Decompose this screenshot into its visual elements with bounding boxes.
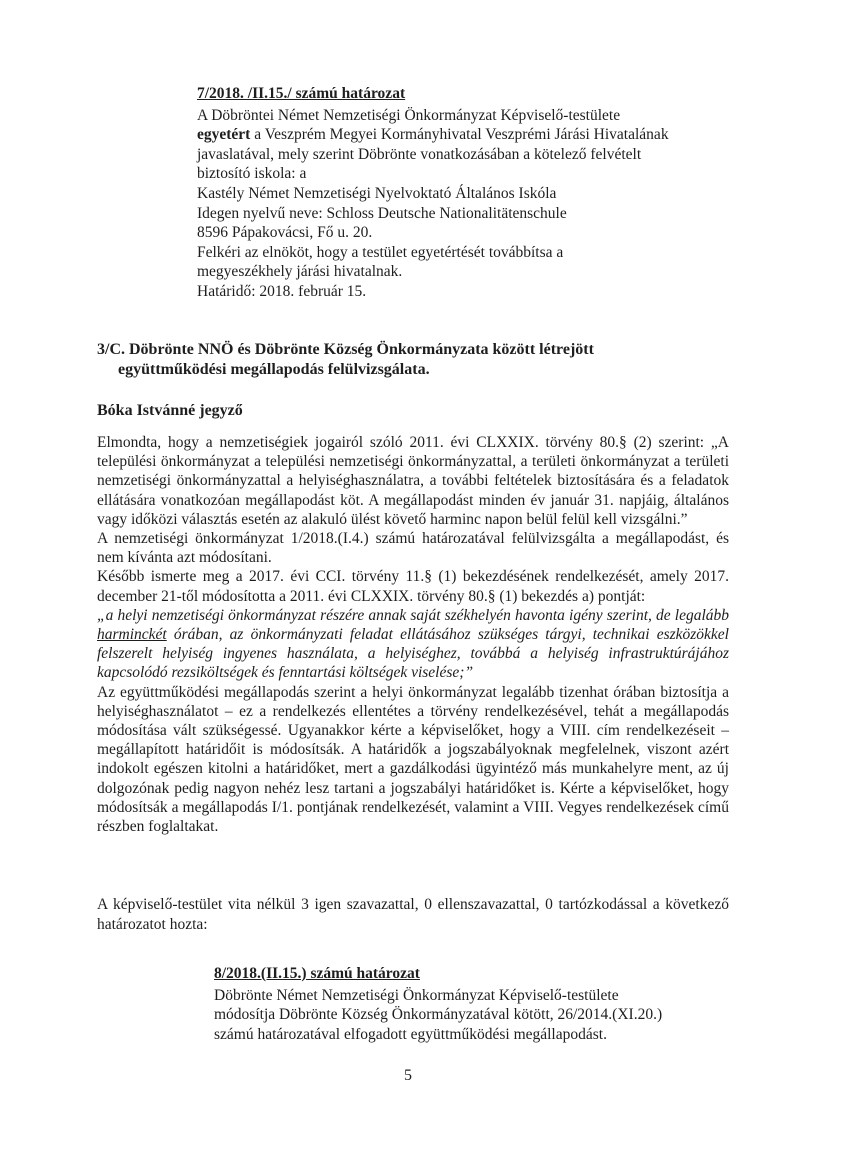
- paragraph: A nemzetiségi önkormányzat 1/2018.(I.4.) számú határozatával felülvizsgálta a megállapodást, és nem kívánta azt módosítani.: [97, 530, 729, 567]
- resolution-line: A Döbröntei Német Nemzetiségi Önkormányzat Képviselő-testülete: [197, 106, 621, 124]
- resolution-line: javaslatával, mely szerint Döbrönte vonatkozásában a kötelező felvételt: [197, 145, 642, 163]
- resolution-8-2018: [214, 964, 744, 1044]
- speaker-name: Bóka Istvánné jegyző: [97, 402, 243, 419]
- paragraph: Később ismerte meg a 2017. évi CCI. törvény 11.§ (1) bekezdésének rendelkezését, amely 2017. december 21-től módosította a 2011. évi CLXXIX. törvény 80.§ (1) bekezdés a) pontját:: [97, 568, 729, 605]
- underlined-word: harminckét: [97, 626, 167, 644]
- bold-word: egyetért: [197, 126, 251, 144]
- quoted-law-text: [97, 606, 729, 683]
- vote-statement: A képviselő-testület vita nélkül 3 igen szavazattal, 0 ellenszavazattal, 0 tartózkodással a következő határozatot hozta:: [97, 896, 729, 933]
- minutes-body: [97, 433, 729, 836]
- resolution-7-2018: [197, 84, 757, 302]
- resolution-line: Döbrönte Német Nemzetiségi Önkormányzat Képviselő-testülete: [214, 986, 619, 1004]
- resolution-line: megyeszékhely járási hivatalnak.: [197, 263, 403, 281]
- paragraph: Elmondta, hogy a nemzetiségiek jogairól szóló 2011. évi CLXXIX. törvény 80.§ (2) szerint: „A települési önkormányzat a települési nemzetiségi önkormányzattal, a területi önkormányzat a területi nemzetiségi önkormányzattal a helyiséghasználatra, a további feltételek biztosítására és a feladatok ellátására vonatkozóan megállapodást köt. A megállapodást minden év január 31. napjáig, általános vagy időközi választás esetén az alakuló ülést követő harminc napon belül felül kell vizsgálni.”: [97, 434, 729, 528]
- resolution-line: 8596 Pápakovácsi, Fő u. 20.: [197, 224, 373, 242]
- section-heading-line-2: együttműködési megállapodás felülvizsgálata.: [118, 361, 430, 378]
- section-heading-line-1: 3/C. Döbrönte NNÖ és Döbrönte Község Önkormányzata között létrejött: [97, 341, 594, 358]
- section-heading: [97, 340, 737, 380]
- quote-text: „a helyi nemzetiségi önkormányzat részére annak saját székhelyén havonta igény szerint, de legalább: [97, 606, 729, 624]
- resolution-line: Határidő: 2018. február 15.: [197, 282, 367, 300]
- page-number: 5: [404, 1067, 412, 1084]
- resolution-7-2018-title: 7/2018. /II.15./ számú határozat: [197, 85, 406, 102]
- resolution-line: számú határozatával elfogadott együttműködési megállapodást.: [214, 1025, 607, 1043]
- resolution-line: biztosító iskola: a: [197, 165, 307, 183]
- resolution-line: módosítja Döbrönte Község Önkormányzatával kötött, 26/2014.(XI.20.): [214, 1006, 663, 1024]
- resolution-line: Idegen nyelvű neve: Schloss Deutsche Nationalitätenschule: [197, 204, 567, 222]
- resolution-line: Felkéri az elnököt, hogy a testület egyetértését továbbítsa a: [197, 243, 564, 261]
- paragraph: Az együttműködési megállapodás szerint a helyi önkormányzat legalább tizenhat órában biztosítja a helyiséghasználatot – ez a rendelkezés ellentétes a törvény rendelkezésével, tehát a megállapodás módosítása vált szükségessé. Ugyanakkor kérte a képviselőket, hogy a VIII. cím rendelkezéseit – megállapított határidőit is módosítsák. A határidők a jogszabályoknak megfelelnek, viszont azért indokolt egészen kitolni a határidőket, mert a gazdálkodási ügyintéző más munkahelyre ment, az új dolgozónak pedig nagyon nehéz lesz tartani a jogszabályi határidőket is. Kérte a képviselőket, hogy módosítsák a megállapodás I/1. pontjának rendelkezését, valamint a VIII. Vegyes rendelkezések című részben foglaltakat.: [97, 683, 729, 836]
- quote-text: órában, az önkormányzati feladat ellátásához szükséges tárgyi, technikai eszközökkel felszerelt helyiség ingyenes használata, a helyiséghez, továbbá a helyiség infrastruktúrájához kapcsolódó rezsiköltségek és fenntartási költségek viselése;”: [97, 626, 729, 682]
- resolution-8-2018-title: 8/2018.(II.15.) számú határozat: [214, 965, 420, 982]
- resolution-line: Kastély Német Nemzetiségi Nyelvoktató Általános Iskóla: [197, 184, 557, 202]
- resolution-line: egyetért a Veszprém Megyei Kormányhivatal Veszprémi Járási Hivatalának: [197, 126, 669, 144]
